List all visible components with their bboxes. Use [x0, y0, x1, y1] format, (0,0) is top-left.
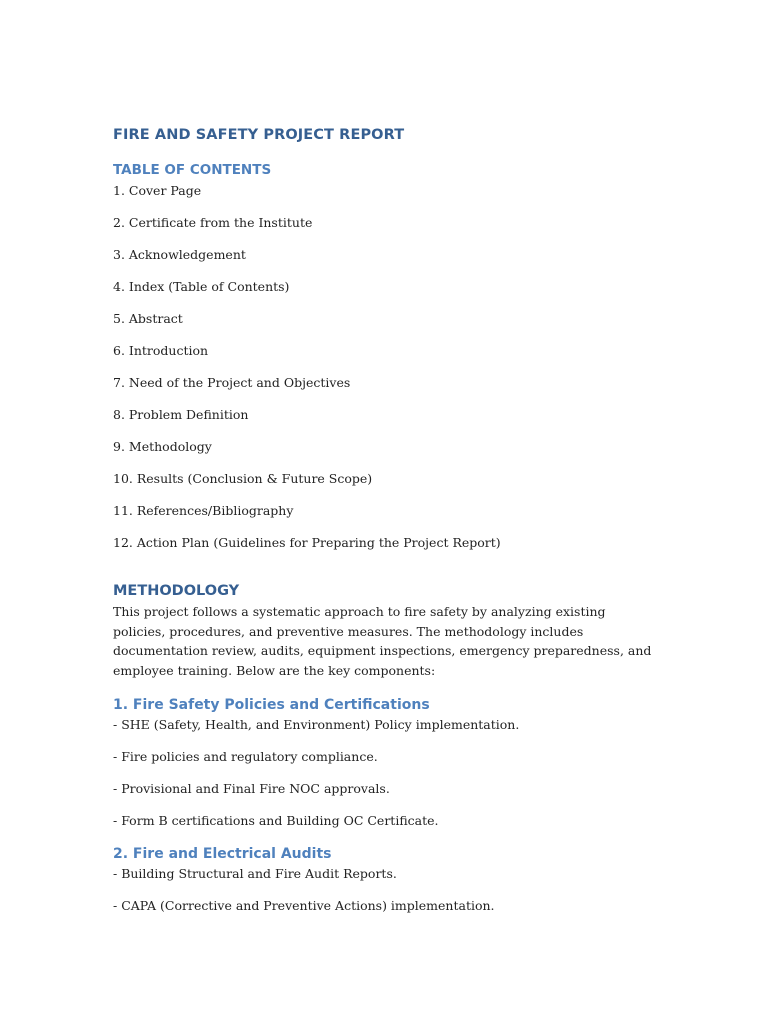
list-item: - Fire policies and regulatory compliance. [113, 749, 378, 764]
toc-item-results: 10. Results (Conclusion & Future Scope) [113, 471, 373, 486]
toc-item-references: 11. References/Bibliography [113, 503, 294, 518]
list-item: - CAPA (Corrective and Preventive Actions) implementation. [113, 898, 495, 913]
subsection-heading-policies: 1. Fire Safety Policies and Certifications [113, 697, 430, 713]
document-page [113, 124, 673, 914]
toc-item-need-objectives: 7. Need of the Project and Objectives [113, 375, 351, 390]
toc-item-certificate: 2. Certificate from the Institute [113, 215, 313, 230]
toc-item-index: 4. Index (Table of Contents) [113, 279, 290, 294]
toc-heading: TABLE OF CONTENTS [113, 162, 272, 178]
methodology-intro: This project follows a systematic approach to fire safety by analyzing existing policies, procedures, and preventive measures. The methodology includes documentation review, audits, equipment inspections, emergency preparedness, and employee training. Below are the key components: [113, 604, 652, 678]
toc-item-introduction: 6. Introduction [113, 343, 209, 358]
subsection-heading-audits: 2. Fire and Electrical Audits [113, 846, 332, 862]
list-item: - SHE (Safety, Health, and Environment) Policy implementation. [113, 717, 520, 732]
toc-list [113, 183, 673, 567]
bullet-list-audits [113, 866, 673, 914]
methodology-heading: METHODOLOGY [113, 583, 240, 599]
toc-item-problem-definition: 8. Problem Definition [113, 407, 249, 422]
toc-item-methodology: 9. Methodology [113, 439, 212, 454]
toc-item-cover-page: 1. Cover Page [113, 183, 202, 198]
bullet-list-policies [113, 717, 673, 829]
toc-item-action-plan: 12. Action Plan (Guidelines for Preparing the Project Report) [113, 535, 501, 550]
toc-item-acknowledgement: 3. Acknowledgement [113, 247, 246, 262]
list-item: - Form B certifications and Building OC Certificate. [113, 813, 439, 828]
document-title: FIRE AND SAFETY PROJECT REPORT [113, 127, 405, 143]
list-item: - Building Structural and Fire Audit Reports. [113, 866, 397, 881]
list-item: - Provisional and Final Fire NOC approvals. [113, 781, 390, 796]
toc-item-abstract: 5. Abstract [113, 311, 183, 326]
